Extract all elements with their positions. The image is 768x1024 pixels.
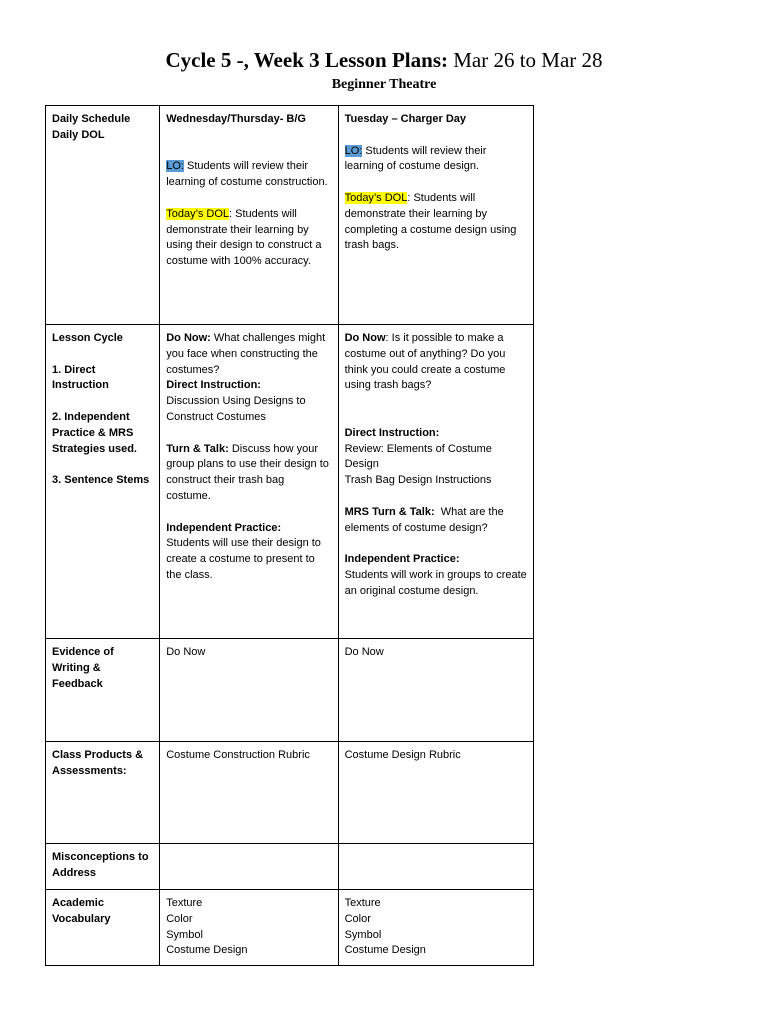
vocabulary-col-wed-thu	[160, 890, 338, 966]
vocab-term: Color	[344, 912, 371, 925]
label-products: Class Products & Assessments:	[52, 749, 144, 777]
dol-statement	[166, 207, 331, 270]
dol-tag: Today’s DOL	[166, 207, 229, 220]
independent-practice-label: Independent Practice:	[344, 553, 460, 566]
label-direct-instruction: 1. Direct Instruction	[52, 363, 109, 392]
vocab-term: Texture	[166, 897, 203, 909]
products-col-wed-thu: Costume Construction Rubric	[160, 742, 338, 844]
direct-instruction-trash-bag: Trash Bag Design Instructions	[344, 474, 492, 487]
do-now	[345, 331, 527, 394]
document-title	[0, 46, 768, 74]
lesson-plan-table	[45, 105, 534, 966]
direct-instruction-review: Review: Elements of Costume Design	[344, 442, 492, 471]
label-daily-schedule: Daily Schedule	[52, 113, 131, 125]
row-label-products	[46, 742, 160, 844]
label-evidence: Evidence of Writing & Feedback	[52, 646, 114, 690]
row-label-evidence	[46, 639, 160, 742]
schedule-col-wed-thu	[160, 106, 338, 325]
table-row-misconceptions	[46, 844, 534, 890]
row-label-misconceptions	[46, 844, 160, 890]
vocab-term: Color	[166, 912, 193, 925]
turn-and-talk-text: Discuss how your group plans to use their design to construct their trash bag costume.	[166, 442, 329, 502]
independent-practice-label: Independent Practice:	[166, 521, 282, 534]
products-col-tuesday: Costume Design Rubric	[338, 742, 533, 844]
title-bold: Cycle 5 -, Week 3 Lesson Plans:	[165, 48, 448, 72]
dol-text: : Students will demonstrate their learning by using their design to construct a costume with 100% accuracy.	[166, 207, 322, 268]
label-independent-practice: 2. Independent Practice & MRS Strategies used.	[52, 410, 137, 455]
evidence-col-wed-thu: Do Now	[160, 639, 338, 742]
misconceptions-col-tuesday	[338, 844, 533, 890]
vocab-term: Costume Design	[166, 944, 248, 957]
label-lesson-cycle: Lesson Cycle	[52, 332, 123, 344]
schedule-col-tuesday	[338, 106, 533, 325]
table-row-evidence	[46, 639, 534, 742]
lo-statement	[345, 144, 527, 176]
turn-and-talk-text: What are the elements of costume design?	[344, 505, 507, 534]
vocab-term: Symbol	[166, 928, 203, 941]
independent-practice-text: Students will work in groups to create an original costume design.	[344, 568, 527, 597]
dol-statement	[345, 191, 527, 254]
table-row-vocabulary	[46, 890, 534, 966]
vocab-term: Symbol	[344, 928, 382, 941]
turn-and-talk	[166, 442, 331, 505]
direct-instruction-label: Direct Instruction:	[344, 426, 440, 439]
title-dates: Mar 26 to Mar 28	[447, 48, 603, 72]
direct-instruction-text: Discussion Using Designs to Construct Costumes	[166, 395, 306, 423]
col-header-tuesday: Tuesday – Charger Day	[344, 113, 467, 125]
table-row-schedule	[46, 106, 534, 325]
do-now-label: Do Now	[344, 332, 386, 344]
lesson-cycle-col-tuesday	[338, 325, 533, 639]
lo-tag: LO:	[344, 144, 363, 157]
do-now-label: Do Now:	[166, 332, 211, 344]
label-misconceptions: Misconceptions to Address	[52, 851, 149, 879]
direct-instruction-label: Direct Instruction:	[166, 379, 261, 392]
label-daily-dol: Daily DOL	[52, 128, 105, 141]
dol-tag: Today’s DOL	[344, 191, 408, 204]
lo-text: Students will review their learning of costume construction.	[166, 160, 328, 189]
col-header-wed-thu: Wednesday/Thursday- B/G	[166, 113, 306, 125]
vocabulary-col-tuesday	[338, 890, 533, 966]
table-row-lesson-cycle	[46, 325, 534, 639]
vocab-term: Costume Design	[344, 944, 426, 957]
do-now	[166, 331, 331, 378]
lo-text: Students will review their learning of costume design.	[344, 144, 487, 173]
mrs-turn-and-talk	[345, 505, 527, 537]
turn-and-talk-label: MRS Turn & Talk:	[344, 505, 435, 518]
do-now-text: : Is it possible to make a costume out of anything? Do you think you could create a costume using trash bags?	[344, 332, 506, 392]
label-vocabulary: Academic Vocabulary	[52, 897, 111, 925]
table-row-products	[46, 742, 534, 844]
do-now-text: What challenges might you face when constructing the costumes?	[166, 332, 326, 376]
turn-and-talk-label: Turn & Talk:	[166, 442, 229, 455]
misconceptions-col-wed-thu	[160, 844, 338, 890]
row-label-lesson-cycle	[46, 325, 160, 639]
label-sentence-stems: 3. Sentence Stems	[52, 474, 150, 487]
evidence-col-tuesday: Do Now	[338, 639, 533, 742]
vocab-term: Texture	[344, 897, 381, 909]
dol-text: : Students will demonstrate their learning by completing a costume design using trash bags.	[344, 191, 517, 252]
lo-statement	[166, 159, 331, 191]
document-subtitle: Beginner Theatre	[331, 77, 437, 92]
row-label-schedule	[46, 106, 160, 325]
lesson-cycle-col-wed-thu	[160, 325, 338, 639]
row-label-vocabulary	[46, 890, 160, 966]
lo-tag: LO:	[166, 160, 184, 173]
independent-practice-text: Students will use their design to create a costume to present to the class.	[166, 537, 321, 581]
